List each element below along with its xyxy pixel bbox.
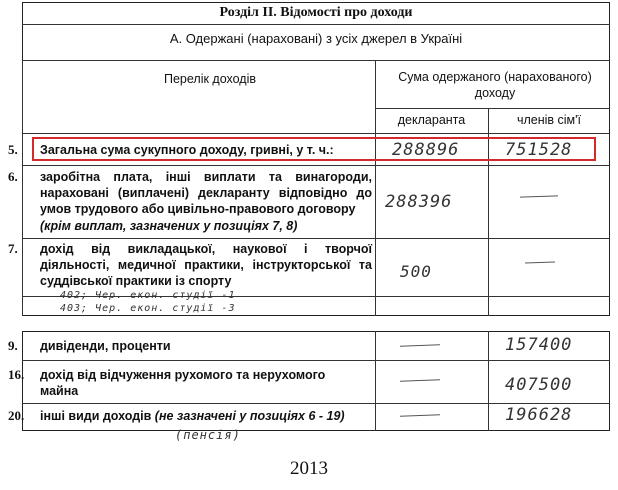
row-label: дохід від відчуження рухомого та нерухомого майна — [40, 368, 326, 398]
row-label: дивіденди, проценти — [40, 339, 171, 353]
row-number: 6. — [8, 169, 18, 184]
family-value: 157400 — [505, 335, 573, 355]
section-title: Розділ ІІ. Відомості про доходи — [219, 5, 413, 20]
row-label: заробітна плата, інші виплати та винагороди, нараховані (виплачені) декларанту відповідно до умов трудового або цивільно-правового договору — [40, 170, 372, 216]
row-note: (не зазначені у позиціях 6 - 19) — [154, 409, 345, 423]
row-number: 20. — [8, 408, 25, 423]
row-label: дохід від викладацької, наукової і творчої діяльності, медичної практики, інструкторської та суддівської практики із спорту — [40, 242, 372, 288]
header-declarant: декларанта — [397, 113, 466, 127]
header-income-list: Перелік доходів — [163, 72, 257, 86]
row-note: (крім виплат, зазначених у позиціях 7, 8) — [40, 219, 298, 233]
handwritten-note: (пенсія) — [175, 428, 241, 442]
header-family: членів сім'ї — [516, 113, 582, 127]
row-number: 16. — [8, 367, 25, 382]
family-value: 196628 — [505, 405, 573, 425]
header-amount: Сума одержаного (нарахованого) доходу — [398, 70, 592, 100]
declarant-value: 288396 — [385, 192, 453, 212]
row-number: 7. — [8, 241, 18, 256]
handwritten-note: 402; Чер. екон. студії -1 — [60, 290, 236, 301]
row-label: Загальна сума сукупного доходу, гривні, у т. ч.: — [40, 143, 334, 157]
declarant-value: 500 — [400, 262, 432, 281]
year-caption: 2013 — [290, 458, 328, 479]
family-value: 751528 — [505, 140, 573, 160]
row-number: 9. — [8, 338, 18, 353]
highlight-box — [32, 137, 596, 161]
row-label-text: інші види доходів — [40, 409, 152, 423]
row-number: 5. — [8, 142, 18, 157]
declarant-value: 288896 — [392, 140, 460, 160]
handwritten-note: 403; Чер. екон. студії -3 — [60, 303, 236, 314]
subsection-title: А. Одержані (нараховані) з усіх джерел в Україні — [169, 31, 463, 46]
family-value: 407500 — [505, 375, 573, 395]
row-label — [40, 408, 345, 424]
